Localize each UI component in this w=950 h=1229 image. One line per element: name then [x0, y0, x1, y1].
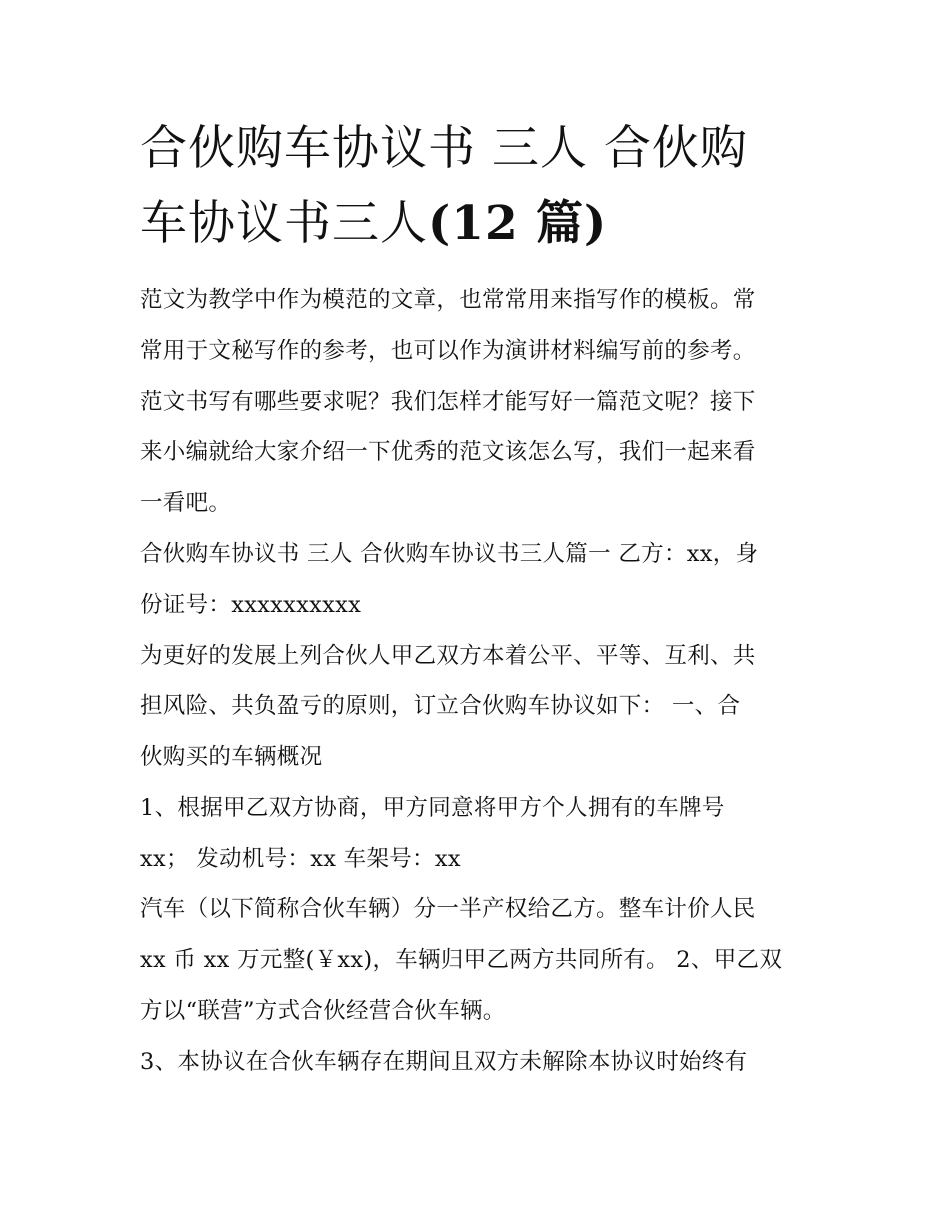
- document-title-line-1: 合伙购车协议书 三人 合伙购: [140, 121, 748, 176]
- body-line-16: 3、本协议在合伙车辆存在期间且双方未解除本协议时始终有: [140, 1049, 748, 1075]
- body-line-1: 范文为教学中作为模范的文章，也常常用来指写作的模板。常: [140, 287, 756, 313]
- body-line-9: 担风险、共负盈亏的原则，订立合伙购车协议如下： 一、合: [140, 693, 741, 719]
- body-line-14: xx 币 xx 万元整(￥xx)，车辆归甲乙两方共同所有。 2、甲乙双: [140, 947, 783, 973]
- body-line-5: 一看吧。: [140, 490, 232, 516]
- body-line-2: 常用于文秘写作的参考，也可以作为演讲材料编写前的参考。: [140, 338, 756, 364]
- body-line-4: 来小编就给大家介绍一下优秀的范文该怎么写，我们一起来看: [140, 439, 756, 465]
- body-line-15: 方以“联营”方式合伙经营合伙车辆。: [140, 998, 506, 1024]
- document-title-line-2: [140, 196, 800, 251]
- title-text: 车协议书三人: [140, 196, 428, 251]
- body-line-7: 份证号：xxxxxxxxxx: [140, 592, 362, 618]
- body-line-6: 合伙购车协议书 三人 合伙购车协议书三人篇一 乙方：xx，身: [140, 541, 759, 567]
- body-line-12: xx； 发动机号：xx 车架号：xx: [140, 846, 461, 872]
- body-line-13: 汽车（以下简称合伙车辆）分一半产权给乙方。整车计价人民: [140, 896, 756, 922]
- body-line-8: 为更好的发展上列合伙人甲乙双方本着公平、平等、互利、共: [140, 643, 756, 669]
- title-count: (12 篇): [428, 196, 608, 251]
- body-line-10: 伙购买的车辆概况: [140, 744, 323, 770]
- body-line-3: 范文书写有哪些要求呢？我们怎样才能写好一篇范文呢？接下: [140, 389, 756, 415]
- body-line-11: 1、根据甲乙双方协商，甲方同意将甲方个人拥有的车牌号: [140, 795, 725, 821]
